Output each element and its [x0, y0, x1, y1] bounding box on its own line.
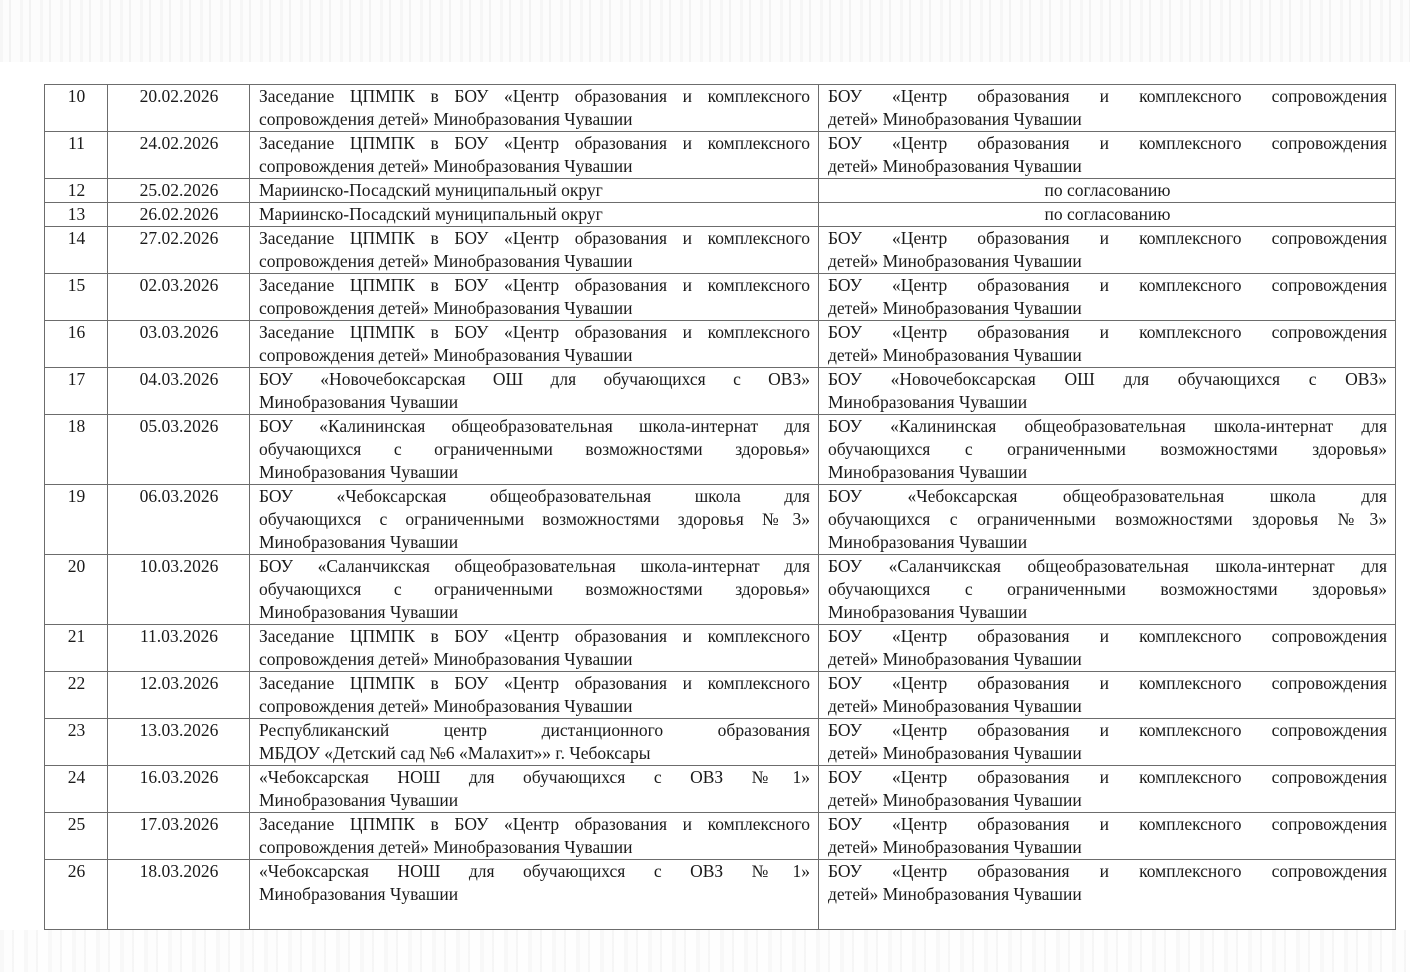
event-line: Мариинско-Посадский муниципальный округ	[259, 204, 603, 224]
row-number: 16	[45, 321, 108, 368]
row-place	[819, 203, 1396, 227]
table-row	[45, 203, 1396, 227]
event-line: Минобразования Чувашии	[259, 602, 459, 622]
event-line: сопровождения детей» Минобразования Чувашии	[259, 298, 633, 318]
table-row	[45, 860, 1396, 930]
table-row	[45, 179, 1396, 203]
row-event	[250, 85, 819, 132]
place-line: БОУ «Центр образования и комплексного сопровождения	[828, 767, 1387, 787]
event-line: Минобразования Чувашии	[259, 532, 459, 552]
row-place	[819, 85, 1396, 132]
row-number: 15	[45, 274, 108, 321]
place-line: детей» Минобразования Чувашии	[828, 790, 1082, 810]
event-line: Заседание ЦПМПК в БОУ «Центр образования и комплексного	[259, 673, 810, 693]
row-place	[819, 415, 1396, 485]
row-number: 12	[45, 179, 108, 203]
row-place	[819, 179, 1396, 203]
row-date: 24.02.2026	[108, 132, 250, 179]
row-number: 19	[45, 485, 108, 555]
place-line: БОУ «Центр образования и комплексного сопровождения	[828, 814, 1387, 834]
row-number: 26	[45, 860, 108, 930]
row-date: 05.03.2026	[108, 415, 250, 485]
row-date: 13.03.2026	[108, 719, 250, 766]
row-event	[250, 672, 819, 719]
event-line: сопровождения детей» Минобразования Чувашии	[259, 345, 633, 365]
event-line: сопровождения детей» Минобразования Чувашии	[259, 109, 633, 129]
event-line: Минобразования Чувашии	[259, 462, 459, 482]
table-row	[45, 415, 1396, 485]
row-number: 22	[45, 672, 108, 719]
event-line: Республиканский центр дистанционного образования	[259, 720, 810, 740]
row-event	[250, 179, 819, 203]
event-line: обучающихся с ограниченными возможностями здоровья»	[259, 579, 810, 599]
place-line: детей» Минобразования Чувашии	[828, 109, 1082, 129]
row-date: 03.03.2026	[108, 321, 250, 368]
place-line: БОУ «Центр образования и комплексного сопровождения	[828, 626, 1387, 646]
row-event	[250, 274, 819, 321]
row-number: 21	[45, 625, 108, 672]
place-line: Минобразования Чувашии	[828, 532, 1028, 552]
table-row	[45, 813, 1396, 860]
row-number: 10	[45, 85, 108, 132]
schedule-body	[45, 85, 1396, 930]
place-line: детей» Минобразования Чувашии	[828, 649, 1082, 669]
event-line: БОУ «Новочебоксарская ОШ для обучающихся с ОВЗ»	[259, 369, 810, 389]
row-date: 26.02.2026	[108, 203, 250, 227]
table-row	[45, 625, 1396, 672]
table-row	[45, 321, 1396, 368]
place-line: детей» Минобразования Чувашии	[828, 156, 1082, 176]
row-event	[250, 719, 819, 766]
row-date: 17.03.2026	[108, 813, 250, 860]
row-date: 27.02.2026	[108, 227, 250, 274]
row-event	[250, 766, 819, 813]
place-line: БОУ «Центр образования и комплексного сопровождения	[828, 133, 1387, 153]
row-event	[250, 203, 819, 227]
event-line: сопровождения детей» Минобразования Чувашии	[259, 837, 633, 857]
place-line: Минобразования Чувашии	[828, 392, 1028, 412]
row-place	[819, 132, 1396, 179]
place-line: детей» Минобразования Чувашии	[828, 743, 1082, 763]
table-row	[45, 555, 1396, 625]
row-event	[250, 860, 819, 930]
row-number: 11	[45, 132, 108, 179]
row-place	[819, 485, 1396, 555]
place-line: детей» Минобразования Чувашии	[828, 696, 1082, 716]
place-line: БОУ «Саланчикская общеобразовательная школа-интернат для	[828, 556, 1387, 576]
row-place	[819, 368, 1396, 415]
row-number: 13	[45, 203, 108, 227]
place-line: БОУ «Центр образования и комплексного сопровождения	[828, 228, 1387, 248]
place-line: детей» Минобразования Чувашии	[828, 345, 1082, 365]
event-line: БОУ «Калининская общеобразовательная школа-интернат для	[259, 416, 810, 436]
place-line: Минобразования Чувашии	[828, 462, 1028, 482]
row-place	[819, 860, 1396, 930]
place-line: Минобразования Чувашии	[828, 602, 1028, 622]
row-event	[250, 415, 819, 485]
table-row	[45, 85, 1396, 132]
row-event	[250, 555, 819, 625]
event-line: Заседание ЦПМПК в БОУ «Центр образования и комплексного	[259, 275, 810, 295]
row-number: 20	[45, 555, 108, 625]
row-date: 02.03.2026	[108, 274, 250, 321]
row-number: 25	[45, 813, 108, 860]
row-date: 10.03.2026	[108, 555, 250, 625]
row-place	[819, 321, 1396, 368]
row-number: 24	[45, 766, 108, 813]
place-line: БОУ «Новочебоксарская ОШ для обучающихся с ОВЗ»	[828, 369, 1387, 389]
place-line: обучающихся с ограниченными возможностями здоровья»	[828, 579, 1387, 599]
place-line: БОУ «Центр образования и комплексного сопровождения	[828, 673, 1387, 693]
place-line: детей» Минобразования Чувашии	[828, 251, 1082, 271]
row-place	[819, 227, 1396, 274]
scan-header-residue	[0, 0, 1410, 62]
event-line: Заседание ЦПМПК в БОУ «Центр образования и комплексного	[259, 228, 810, 248]
event-line: сопровождения детей» Минобразования Чувашии	[259, 649, 633, 669]
table-row	[45, 672, 1396, 719]
table-row	[45, 227, 1396, 274]
row-place	[819, 274, 1396, 321]
row-place	[819, 555, 1396, 625]
event-line: Минобразования Чувашии	[259, 392, 459, 412]
scan-footer-residue	[0, 930, 1410, 972]
event-line: сопровождения детей» Минобразования Чувашии	[259, 696, 633, 716]
event-line: Минобразования Чувашии	[259, 790, 459, 810]
place-line: БОУ «Центр образования и комплексного сопровождения	[828, 86, 1387, 106]
place-line: обучающихся с ограниченными возможностями здоровья»	[828, 439, 1387, 459]
row-event	[250, 813, 819, 860]
event-line: обучающихся с ограниченными возможностями здоровья №3»	[259, 509, 810, 529]
row-number: 14	[45, 227, 108, 274]
row-place	[819, 813, 1396, 860]
row-number: 18	[45, 415, 108, 485]
place-line: детей» Минобразования Чувашии	[828, 837, 1082, 857]
row-place	[819, 719, 1396, 766]
row-event	[250, 485, 819, 555]
row-event	[250, 132, 819, 179]
place-line: детей» Минобразования Чувашии	[828, 298, 1082, 318]
row-place	[819, 625, 1396, 672]
event-line: Минобразования Чувашии	[259, 884, 459, 904]
event-line: БОУ «Саланчикская общеобразовательная школа-интернат для	[259, 556, 810, 576]
event-line: Заседание ЦПМПК в БОУ «Центр образования и комплексного	[259, 322, 810, 342]
row-number: 17	[45, 368, 108, 415]
place-line: по согласованию	[1044, 204, 1171, 224]
row-date: 11.03.2026	[108, 625, 250, 672]
row-date: 25.02.2026	[108, 179, 250, 203]
event-line: сопровождения детей» Минобразования Чувашии	[259, 251, 633, 271]
event-line: Заседание ЦПМПК в БОУ «Центр образования и комплексного	[259, 626, 810, 646]
place-line: детей» Минобразования Чувашии	[828, 884, 1082, 904]
place-line: БОУ «Центр образования и комплексного сопровождения	[828, 861, 1387, 881]
table-row	[45, 485, 1396, 555]
row-event	[250, 321, 819, 368]
event-line: обучающихся с ограниченными возможностями здоровья»	[259, 439, 810, 459]
event-line: Заседание ЦПМПК в БОУ «Центр образования и комплексного	[259, 133, 810, 153]
event-line: МБДОУ «Детский сад №6 «Малахит»» г. Чебоксары	[259, 743, 651, 763]
table-row	[45, 132, 1396, 179]
row-date: 16.03.2026	[108, 766, 250, 813]
row-event	[250, 368, 819, 415]
event-line: «Чебоксарская НОШ для обучающихся с ОВЗ №1»	[259, 767, 810, 787]
event-line: Заседание ЦПМПК в БОУ «Центр образования и комплексного	[259, 86, 810, 106]
place-line: БОУ «Центр образования и комплексного сопровождения	[828, 322, 1387, 342]
row-number: 23	[45, 719, 108, 766]
row-place	[819, 766, 1396, 813]
event-line: БОУ «Чебоксарская общеобразовательная школа для	[259, 486, 810, 506]
event-line: Заседание ЦПМПК в БОУ «Центр образования и комплексного	[259, 814, 810, 834]
place-line: обучающихся с ограниченными возможностями здоровья №3»	[828, 509, 1387, 529]
table-row	[45, 274, 1396, 321]
table-row	[45, 766, 1396, 813]
place-line: БОУ «Центр образования и комплексного сопровождения	[828, 720, 1387, 740]
place-line: БОУ «Калининская общеобразовательная школа-интернат для	[828, 416, 1387, 436]
row-place	[819, 672, 1396, 719]
row-date: 20.02.2026	[108, 85, 250, 132]
schedule-table	[44, 84, 1396, 930]
row-date: 06.03.2026	[108, 485, 250, 555]
row-event	[250, 227, 819, 274]
place-line: по согласованию	[1044, 180, 1171, 200]
row-date: 12.03.2026	[108, 672, 250, 719]
row-event	[250, 625, 819, 672]
table-row	[45, 719, 1396, 766]
row-date: 18.03.2026	[108, 860, 250, 930]
event-line: «Чебоксарская НОШ для обучающихся с ОВЗ №1»	[259, 861, 810, 881]
table-row	[45, 368, 1396, 415]
row-date: 04.03.2026	[108, 368, 250, 415]
place-line: БОУ «Центр образования и комплексного сопровождения	[828, 275, 1387, 295]
event-line: сопровождения детей» Минобразования Чувашии	[259, 156, 633, 176]
place-line: БОУ «Чебоксарская общеобразовательная школа для	[828, 486, 1387, 506]
event-line: Мариинско-Посадский муниципальный округ	[259, 180, 603, 200]
